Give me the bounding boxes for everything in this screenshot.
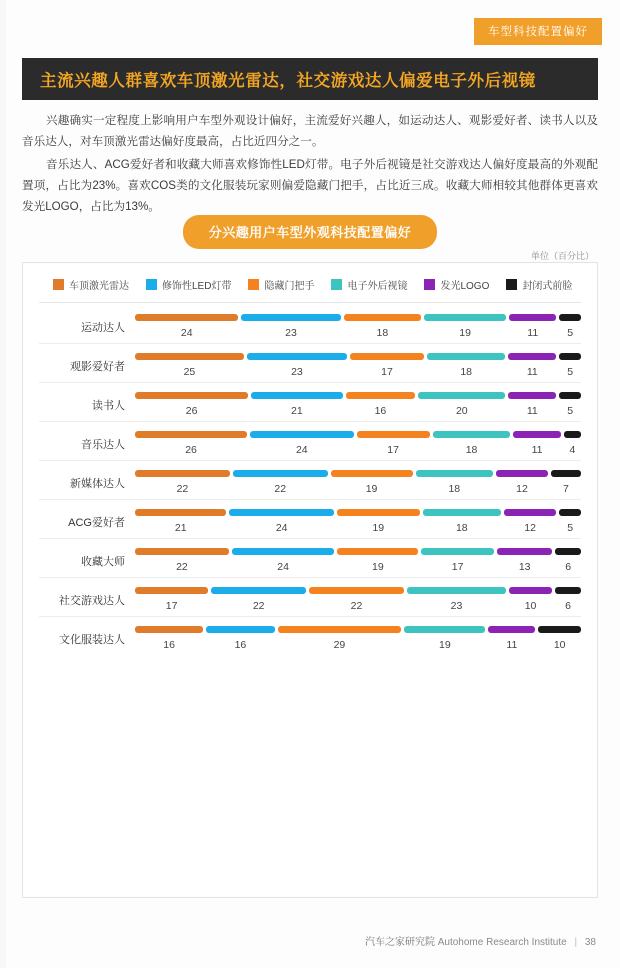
bar	[229, 509, 333, 516]
bar	[337, 548, 418, 555]
bar-value-label: 18	[465, 444, 478, 456]
bar	[427, 353, 505, 360]
bar-segment	[233, 470, 328, 495]
bar	[250, 431, 353, 438]
bar-value-label: 18	[455, 522, 468, 534]
bar-value-label: 18	[376, 327, 389, 339]
bar-segment	[232, 548, 334, 573]
bar	[135, 587, 208, 594]
bar-segment	[206, 626, 274, 651]
legend-item	[331, 277, 407, 292]
footer	[0, 933, 620, 948]
bar-value-label: 4	[569, 444, 576, 456]
bar-segment	[135, 392, 248, 417]
legend-item	[248, 277, 314, 292]
bar	[555, 548, 581, 555]
bar-value-label: 7	[562, 483, 569, 495]
bar	[346, 392, 416, 399]
table-row	[39, 539, 581, 578]
bar-segment	[424, 314, 506, 339]
bar	[418, 392, 505, 399]
row-category-label: 读书人	[92, 399, 125, 412]
row-bar-group	[135, 353, 581, 378]
bar	[135, 392, 248, 399]
bar-segment	[135, 353, 244, 378]
chart-legend	[23, 263, 597, 302]
bar-value-label: 24	[275, 522, 288, 534]
row-category-label: 收藏大师	[81, 555, 125, 568]
table-row	[39, 617, 581, 655]
bar-value-label: 12	[524, 522, 536, 534]
bar	[538, 626, 581, 633]
row-bar-group	[135, 470, 581, 495]
bar-segment	[241, 314, 340, 339]
legend-item	[506, 277, 572, 292]
legend-label: 封闭式前脸	[522, 281, 573, 292]
bar-value-label: 24	[295, 444, 308, 456]
bar-value-label: 16	[374, 405, 387, 417]
bar-segment	[433, 431, 511, 456]
bar-segment	[504, 509, 556, 534]
bar	[509, 314, 556, 321]
bar	[423, 509, 501, 516]
bar	[232, 548, 334, 555]
bar-segment	[559, 392, 581, 417]
bar	[135, 509, 226, 516]
bar-segment	[407, 587, 506, 612]
bar	[407, 587, 506, 594]
section-title-bar	[22, 58, 598, 100]
bar-value-label: 10	[524, 600, 537, 612]
bar-value-label: 22	[274, 483, 287, 495]
bar-segment	[357, 431, 430, 456]
bar-value-label: 19	[459, 327, 471, 339]
legend-swatch-icon	[331, 279, 342, 290]
row-bar-group	[135, 314, 581, 339]
bar-value-label: 17	[165, 600, 178, 612]
bar	[416, 470, 494, 477]
bar-segment	[135, 470, 230, 495]
bar-value-label: 23	[450, 600, 463, 612]
bar-value-label: 22	[176, 483, 189, 495]
paragraph-1: 兴趣确实一定程度上影响用户车型外观设计偏好，主流爱好兴趣人，如运动达人、观影爱好者、读书人以及音乐达人，对车顶激光雷达偏好度最高，占比近四分之一。	[22, 114, 598, 148]
legend-label: 修饰性LED灯带	[162, 281, 232, 292]
bar-segment	[421, 548, 494, 573]
bar-value-label: 5	[567, 327, 574, 339]
legend-swatch-icon	[248, 279, 259, 290]
legend-item	[53, 277, 129, 292]
bar-value-label: 17	[387, 444, 399, 456]
bar	[421, 548, 494, 555]
row-category-label: 文化服装达人	[59, 633, 125, 646]
bar-value-label: 24	[180, 327, 193, 339]
bar-segment	[551, 470, 581, 495]
bar-segment	[488, 626, 535, 651]
bar-segment	[135, 509, 226, 534]
bar	[135, 353, 244, 360]
chart-title-wrap	[0, 215, 620, 249]
table-row	[39, 383, 581, 422]
bar-value-label: 17	[381, 366, 393, 378]
bar	[559, 392, 581, 399]
bar-value-label: 21	[174, 522, 187, 534]
bar-segment	[404, 626, 485, 651]
bar	[508, 392, 556, 399]
bar-value-label: 22	[252, 600, 265, 612]
bar-value-label: 16	[163, 639, 175, 651]
chart-rows	[23, 303, 597, 655]
footer-en: Autohome Research Institute	[437, 937, 567, 948]
bar-value-label: 6	[565, 600, 571, 612]
bar-segment	[497, 548, 552, 573]
bar	[559, 353, 581, 360]
bar-value-label: 16	[234, 639, 247, 651]
bar-value-label: 25	[183, 366, 196, 378]
row-bar-group	[135, 509, 581, 534]
bar-value-label: 17	[451, 561, 464, 573]
bar	[135, 314, 238, 321]
bar-value-label: 5	[567, 522, 574, 534]
bar-value-label: 22	[350, 600, 363, 612]
body-text	[22, 110, 598, 219]
bar-segment	[427, 353, 505, 378]
bar-segment	[135, 431, 247, 456]
bar-segment	[509, 587, 552, 612]
table-row	[39, 578, 581, 617]
bar	[233, 470, 328, 477]
bar	[309, 587, 404, 594]
bar-segment	[564, 431, 581, 456]
bar	[424, 314, 506, 321]
bar	[251, 392, 342, 399]
bar	[211, 587, 306, 594]
row-category-label: 新媒体达人	[70, 477, 125, 490]
bar-value-label: 18	[448, 483, 461, 495]
bar-value-label: 23	[285, 327, 297, 339]
bar-value-label: 12	[516, 483, 528, 495]
bar-segment	[559, 353, 581, 378]
bar-segment	[350, 353, 424, 378]
chart-title: 分兴趣用户车型外观科技配置偏好	[183, 215, 438, 249]
bar	[357, 431, 430, 438]
bar-value-label: 19	[439, 639, 451, 651]
footer-separator: |	[574, 937, 578, 948]
chart-unit-label: 单位（百分比）	[530, 251, 594, 261]
bar	[488, 626, 535, 633]
table-row	[39, 461, 581, 500]
row-bar-group	[135, 392, 581, 417]
bar-segment	[135, 626, 203, 651]
bar	[433, 431, 511, 438]
page-title: 主流兴趣人群喜欢车顶激光雷达，社交游戏达人偏爱电子外后视镜	[40, 72, 536, 90]
bar-segment	[509, 314, 556, 339]
bar-value-label: 6	[565, 561, 572, 573]
bar	[206, 626, 274, 633]
bar	[564, 431, 581, 438]
bar-segment	[309, 587, 404, 612]
bar	[135, 626, 203, 633]
legend-swatch-icon	[53, 279, 64, 290]
chart-card	[22, 262, 598, 898]
bar-segment	[508, 353, 556, 378]
footer-cn: 汽车之家研究院	[364, 937, 435, 948]
bar	[337, 509, 420, 516]
bar-value-label: 23	[291, 366, 303, 378]
bar-segment	[135, 314, 238, 339]
bar-value-label: 11	[526, 366, 538, 378]
bar-segment	[337, 509, 420, 534]
bar-segment	[337, 548, 418, 573]
bar-segment	[423, 509, 501, 534]
table-row	[39, 500, 581, 539]
bar-segment	[346, 392, 416, 417]
legend-label: 隐藏门把手	[264, 281, 315, 292]
row-bar-group	[135, 548, 581, 573]
bar-segment	[418, 392, 505, 417]
bar-value-label: 10	[553, 639, 566, 651]
row-category-label: ACG爱好者	[68, 516, 125, 529]
bar	[559, 314, 581, 321]
header-tag: 车型科技配置偏好	[474, 18, 602, 45]
bar-value-label: 19	[365, 483, 378, 495]
bar	[497, 548, 552, 555]
table-row	[39, 422, 581, 461]
bar	[135, 470, 230, 477]
row-bar-group	[135, 626, 581, 651]
bar-segment	[559, 314, 581, 339]
bar	[247, 353, 347, 360]
bar	[350, 353, 424, 360]
bar-segment	[135, 587, 208, 612]
legend-swatch-icon	[506, 279, 517, 290]
table-row	[39, 305, 581, 344]
bar-value-label: 22	[176, 561, 188, 573]
bar-segment	[135, 548, 229, 573]
bar-segment	[555, 587, 581, 612]
bar-segment	[247, 353, 347, 378]
bar	[404, 626, 485, 633]
bar-segment	[513, 431, 560, 456]
paragraph-2: 音乐达人、ACG爱好者和收藏大师喜欢修饰性LED灯带。电子外后视镜是社交游戏达人偏好度最高的外观配置项，占比为23%。喜欢COS类的文化服装玩家则偏爱隐藏门把手，占比近三成。收藏大师相较其他群体更喜欢发光LOGO，占比为13%。	[22, 158, 598, 213]
page-left-edge	[0, 0, 6, 968]
bar	[555, 587, 581, 594]
row-category-label: 运动达人	[81, 321, 125, 334]
bar	[513, 431, 560, 438]
legend-item	[424, 277, 489, 292]
bar-segment	[251, 392, 342, 417]
page-number: 38	[584, 937, 596, 948]
bar-segment	[331, 470, 413, 495]
table-row	[39, 344, 581, 383]
bar	[504, 509, 556, 516]
row-bar-group	[135, 587, 581, 612]
bar	[135, 548, 229, 555]
bar-value-label: 11	[527, 327, 539, 339]
row-category-label: 观影爱好者	[70, 360, 125, 373]
legend-label: 车顶激光雷达	[69, 281, 129, 292]
bar-segment	[559, 509, 581, 534]
bar-value-label: 26	[185, 444, 197, 456]
bar-segment	[229, 509, 333, 534]
bar	[278, 626, 402, 633]
bar-segment	[538, 626, 581, 651]
legend-swatch-icon	[146, 279, 157, 290]
bar	[135, 431, 247, 438]
legend-item	[146, 277, 231, 292]
bar-value-label: 11	[526, 405, 538, 417]
bar-value-label: 5	[567, 405, 574, 417]
bar-value-label: 29	[333, 639, 346, 651]
bar-segment	[496, 470, 548, 495]
bar	[496, 470, 548, 477]
bar-value-label: 24	[277, 561, 289, 573]
bar-segment	[416, 470, 494, 495]
legend-swatch-icon	[424, 279, 435, 290]
bar	[241, 314, 340, 321]
bar-value-label: 18	[460, 366, 472, 378]
bar	[508, 353, 556, 360]
bar-segment	[278, 626, 402, 651]
bar	[331, 470, 413, 477]
bar-value-label: 19	[371, 561, 384, 573]
row-category-label: 社交游戏达人	[59, 594, 125, 607]
bar-segment	[555, 548, 581, 573]
bar-value-label: 13	[518, 561, 531, 573]
bar	[509, 587, 552, 594]
legend-label: 发光LOGO	[440, 281, 490, 292]
bar-value-label: 5	[567, 366, 574, 378]
bar-value-label: 11	[506, 639, 518, 651]
bar	[551, 470, 581, 477]
bar-segment	[508, 392, 556, 417]
bar	[344, 314, 422, 321]
bar-value-label: 20	[455, 405, 468, 417]
bar-value-label: 11	[531, 444, 543, 456]
bar-segment	[211, 587, 306, 612]
bar-segment	[250, 431, 353, 456]
row-bar-group	[135, 431, 581, 456]
bar-segment	[344, 314, 422, 339]
legend-label: 电子外后视镜	[347, 281, 408, 292]
bar	[559, 509, 581, 516]
bar-value-label: 19	[372, 522, 385, 534]
bar-value-label: 21	[291, 405, 303, 417]
row-category-label: 音乐达人	[81, 438, 125, 451]
bar-value-label: 26	[185, 405, 198, 417]
